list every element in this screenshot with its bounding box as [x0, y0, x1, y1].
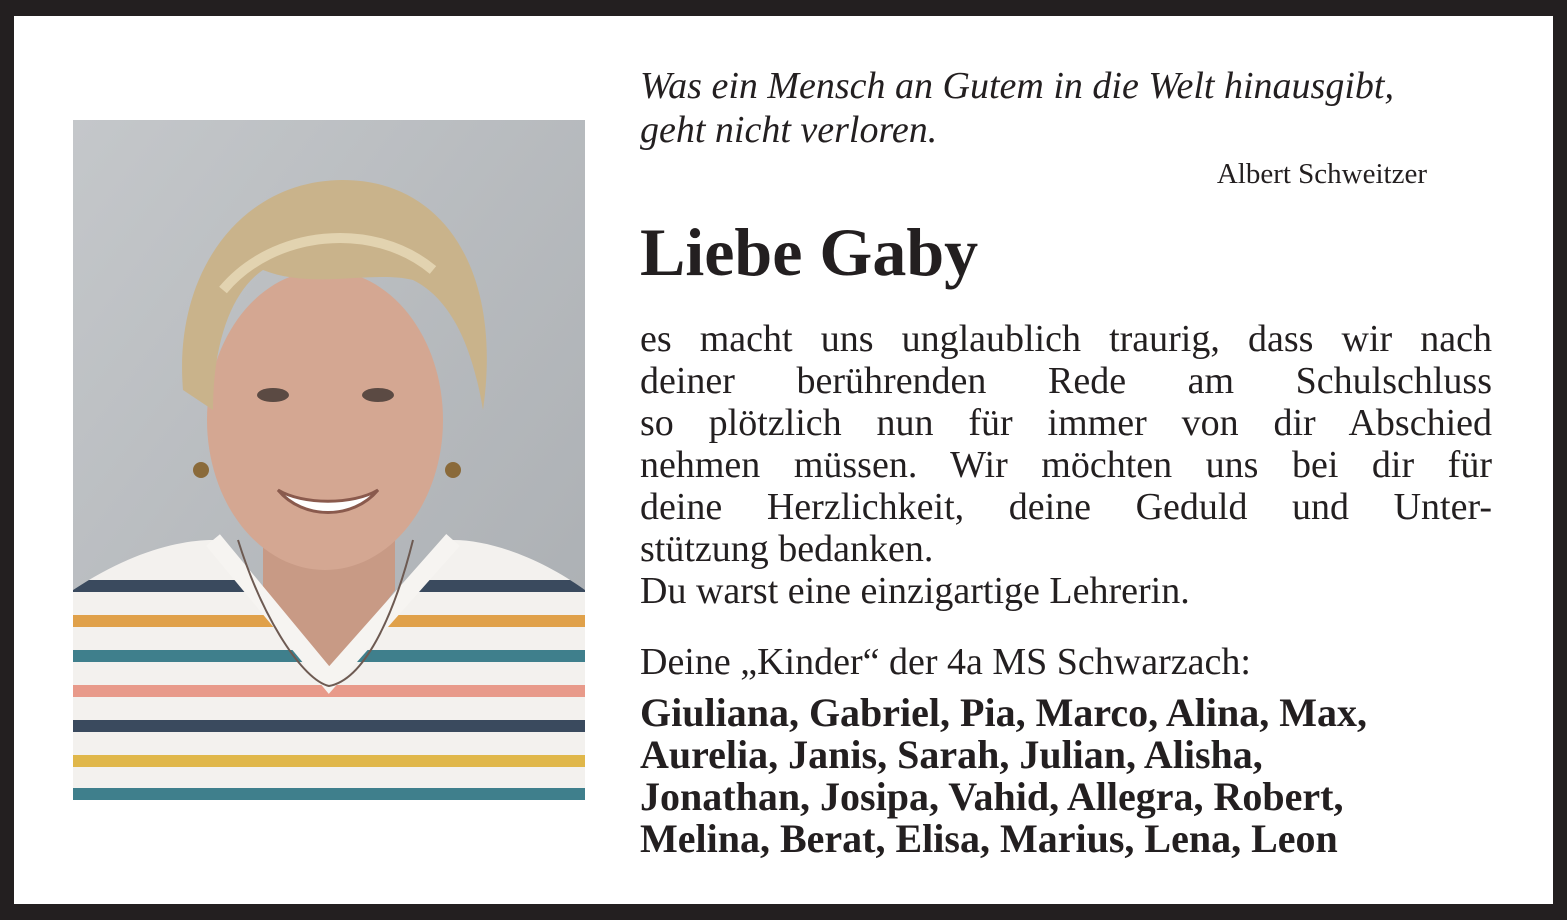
signoff: Deine „Kinder“ der 4a MS Schwarzach: — [640, 641, 1251, 683]
message-line: so plötzlich nun für immer von dir Abschied — [640, 402, 1492, 444]
quote-line: geht nicht verloren. — [640, 109, 938, 151]
names-line: Jonathan, Josipa, Vahid, Allegra, Robert, — [640, 774, 1344, 819]
names-line: Aurelia, Janis, Sarah, Julian, Alisha, — [640, 732, 1263, 777]
message-line: es macht uns unglaublich traurig, dass wir nach — [640, 318, 1492, 360]
portrait-photo — [73, 120, 585, 800]
message-line: deine Herzlichkeit, deine Geduld und Unter- — [640, 486, 1492, 528]
quote-line: Was ein Mensch an Gutem in die Welt hinausgibt, — [640, 65, 1394, 107]
quote-author: Albert Schweitzer — [1216, 158, 1427, 190]
message-body — [640, 318, 1492, 612]
message-line: deiner berührenden Rede am Schulschluss — [640, 360, 1492, 402]
message-line: Du warst eine einzigartige Lehrerin. — [640, 570, 1190, 612]
names-line: Giuliana, Gabriel, Pia, Marco, Alina, Max, — [640, 690, 1368, 735]
portrait-illustration — [73, 120, 585, 800]
student-names — [640, 692, 1520, 860]
names-line: Melina, Berat, Elisa, Marius, Lena, Leon — [640, 816, 1338, 861]
message-line: nehmen müssen. Wir möchten uns bei dir für — [640, 444, 1492, 486]
greeting-heading: Liebe Gaby — [640, 214, 979, 290]
quote — [640, 64, 1520, 152]
message-line: stützung bedanken. — [640, 528, 934, 570]
